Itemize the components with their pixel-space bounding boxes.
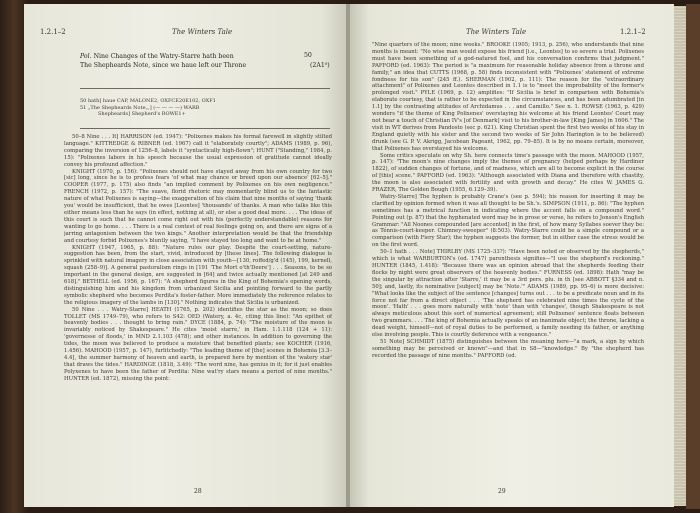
commentary-column xyxy=(64,134,332,492)
collation-line: Shepheards] Shepherd's ROWE1+ xyxy=(98,111,186,117)
commentary-paragraph: 50–1 hath . . . Note] THIRLBY (MS 1725–33?): "Have been noted or observed by the shepherds," which is what WARBURTON's (ed. 1747) parenthesis signifies—"I use the shepherd's reckoning." HUNTER (1845, 1.418): "Because there was an opinion abroad that the shepherds feeding their flocks by night were great observers of the heavenly bodies." FURNESS (ed. 1898): Hath "may be the singular by attraction after 'Starre,' it may be a 3rd pers. plu. in th [see ABBOTT §334 and n. 50]; and, lastly, its nominative [subject] may be 'Note.'" ADAMS (1989, pp. 95–6) is more decisive: "What looks like the subject of the sentence [changes] turns out . . . to be a predicate noun and in its force not far from a direct object . . . 'The shepherd has celebrated nine times the cycle of the moon'. 'Hath' . . . goes more naturally with 'note' than with 'changes', though Shakespeare is not always meticulous about this sort of numerical agreement; still Polixenes' sentence floats between two grammars. . . . The king of Bohemia actually speaks of an inanimate object; the throne, lacking a dead weight, himself—not of royal duties to be performed, a family needing its father, or anything else involving people. This is courtly deference with a vengeance." xyxy=(372,249,644,339)
commentary-paragraph: 50–8 Nine . . . It] HARRISON (ed. 1947): "Polixenes makes his formal farewell in slightly stilted language." KITTREDGE & RIBNER (ed. 1967) call it "elaborately courtly"; ADAMS (1989, p. 96), comparing the inversion of 1256–8, labels it "syntactically high-flown"; HUNT ("Standing," 1984, p. 15): "Polixenes labors in his speech because the usual expression of gratitude cannot ideally convey his profound affection." xyxy=(64,134,332,168)
page-number: 29 xyxy=(498,488,506,495)
play-line-1 xyxy=(80,53,234,61)
commentary-paragraph: Some critics speculate on why Sh. here connects time's passage with the moon. MAHOOD (1957, p. 147): "The moon's nine changes imply the themes of pregnancy (helped perhaps by Hardiner 1822), of sudden changes of fortune, and of madness, which are all to become explicit in the course of [this] scene." PAFFORD (ed. 1963): "Although associated with Diana and therefore with chastity, the moon is also associated with fertility and with growth and decay." He cites W. JAMES G. FRAZER, The Golden Bough (1955, 6.129–39). xyxy=(372,152,644,194)
page-number: 28 xyxy=(194,488,202,495)
divider-rule xyxy=(80,128,330,129)
divider-rule xyxy=(80,88,330,89)
collation-block xyxy=(80,98,330,118)
commentary-paragraph: Watry-Starre] The hyphen is probably Crane's (see p. 594); his reason for inserting it may be clarified by opinion formed when it was all thought to be Sh.'s. SIMPSON (1911, p. 86): "The hyphen sometimes has a metrical function in indicating where the accent falls on a compound word." Pointing out (p. 87) that the hyphenated word may be in prose or verse, he refers to Jonson's English Grammar: "All Noones compounded [are accented] in the first, of how many Syllabes soever they be: as Ténnis-court-keeper. Chimney-sweeper" (8:503). Watry-Starre could be a simple compound or a comparison (with Fiery Star); the hyphen suggests the former, but in either case the stress would be on the first word. xyxy=(372,193,644,249)
running-head-act-scene: 1.2.1–2 xyxy=(40,28,66,36)
commentary-paragraph: 50 Nine . . . Watry-Starre] HEATH (1765, p. 202) identifies the star as the moon; so does TOLLET (MS 1749–79), who refers to S42: OED (Watery, a. 4c, citing this line): "An epithet of heavenly bodies . . . thought to bring rain." DYCE (1884, p. 74): "The moisture of the moon is invariably noticed by Shakespeare." He cites 'moist starre,' in Ham. 1.1.118 (124 + 11): 'governesse of floods,' in MND 2.1.103 (478); and other instances. In addition to governing the tides, the moon was believed to produce a moisture that benefited plants; see KOCHER (1916, 1.456). MAHOOD (1957, p. 147), furlitchedly: "The leading theme of [the] scenes in Bohemia [3.3–4.4], the summer harmony of heaven and earth, is prepared here by mention of the 'watery star' that draws the tides." HARDINGE (1818, 3.49): "The word nine, has genius in it; for it just enables Polyxenes to have been the father of Perdita: Nine wat'ry stars means a period of nine months." HUNTER (ed. 1872), missing the point: xyxy=(64,306,332,382)
collation-line: 51 „The Shepheards Note„,] (— — — —) WARB xyxy=(80,104,200,111)
left-page xyxy=(24,4,348,507)
commentary-paragraph: "Nine quarters of the moon; nine weeks." BROOKE (1905; 1913, p. 256), who understands that nine months is meant: "No wise man would expose his friend [i.e., Leontes] to so severe a trial. Polixenes must have been something of a god-natured fool, and his conversation confirms that judgment." PAFFORD (ed. 1963): The period is "a maximum for reasonable holiday absence from a throne and family," an idea that CUTTS (1968, p. 58) finds inconsistent with "Polixenes' statement of extreme fondness for his son" (245 ff.). SHERMAN (1902, p. 111): The reason for the "extraordinary attachment" of Polixenes and Leontes described in 1.1 is to "meet the improbability of the former's prolonged visit." PYLE (1969, p. 12) amplifies: "If Sicilia is brief in comparison with Bohemia's elaborate courtesy, that is rather to be expected in the circumstances, and has been adumbrated [in 1.1] by the contrasting attitudes of Archidamus . . . and Camillo." See n. 1. ROWSE (1963, p. 429) wonders "if the theme of King Polixenes' overstaying his welcome at his friend Leontes' Court may not bear a touch of Christian IV's [of Denmark] visit to his brother-in-law [King James] in 1606." The visit in WT derives from Pandosto (sec p. 621). King Christian spent the first two weeks of his stay in England quietly with his sister and the second two weeks of Sir John Harington is to be believed) drunk (see G. P. V. Akrigg, Jacobean Pageant, 1962, pp. 79–85). It is by no means certain, moreover, that Polixenes has overstayed his welcome. xyxy=(372,42,644,152)
right-page xyxy=(350,4,674,507)
commentary-paragraph: KNIGHT (1947, 1965, p. 88): "Nature rules our play. Despite the court-setting, nature-suggestion has been, from the start, vivid, introduced by [these lines]. The following dialogue is sprinkled with natural imagery in close association with youth—[130, roffed/g'd (145), 199, kernell, squash (258–9)]. A general pastoralism rings in [191 'The Mort o'th'Deere'] . . . Seasons, to be so important in the general design, are suggested in [64] and twice actually mentioned [at 249 and 618]." BETHELL (ed. 1956, p. 167): "A shepherd figures in the King of Bohemia's opening words, distinguishing him and his kingdom from urbanized Sicilia and pointing forward to the partly symbolic shepherd who becomes Perdita's foster-father. More immediately the reference relates to the religious imagery of the lambs in [130]." Nothing indicates that Sicilia is urbanized. xyxy=(64,244,332,306)
speaker-name: Pol. xyxy=(80,53,92,60)
play-line-text: The Shepheards Note, since we haue left our Throne xyxy=(80,62,247,69)
running-head-title: The Winters Tale xyxy=(172,28,233,36)
running-head-act-scene: 1.2.1–2 xyxy=(620,28,646,36)
running-head-title: The Winters Tale xyxy=(466,28,527,36)
book-cover-edge xyxy=(686,4,700,509)
commentary-paragraph: KNIGHT (1970, p. 156): "Polixenes should not have stayed away from his own country for two [sic] long, since he is to profess fears 'of what may chance or breed upon our absence' [62–5]." COOPER (1977, p. 175) also finds "an implied comment by Polixenes on his own negligence." FRENCH (1972, p. 157): "The suave, florid rhetoric may momentarily blind us to the fantastic nature of what Polixenes is saying—the exaggeration of his claim that nine months of saying 'thank you' would be insufficient, that he owes [Leontes] 'thousands' of thanks. A man who talks like this either means less than he says (in effect, nothing at all), or else a good deal more. . . . The ideas of this court is such that he cannot come right out with his (perfectly understandable) reasons for wanting to go home. . . . There is a real contest of real feelings going on, and there are signs of a jarring antagonism between the two kings." Another interpretation would be that the friendship and courtesy forbid Polixenes's bluntly saying, "I have stayed too long and want to be at home." xyxy=(64,168,332,244)
play-line-number: 50 xyxy=(304,52,312,59)
through-line-number: (2A1⁰) xyxy=(310,62,330,69)
commentary-paragraph: 51 Note] SCHMIDT (1875) distinguishes between the meaning here—"a mark, a sign by which something may be perceived or known"—and that in S8—"knowledge." By "the shepherd has recorded the passage of nine months." PAFFORD (ed. xyxy=(372,338,644,359)
play-line-text: Nine Changes of the Watry-Starre hath been xyxy=(93,53,234,60)
collation-line: 50 hath] haue CAP, MALONE2, OXFCE20E102, OXF1 xyxy=(80,98,216,104)
play-line-2 xyxy=(80,62,246,70)
commentary-column xyxy=(372,42,644,492)
